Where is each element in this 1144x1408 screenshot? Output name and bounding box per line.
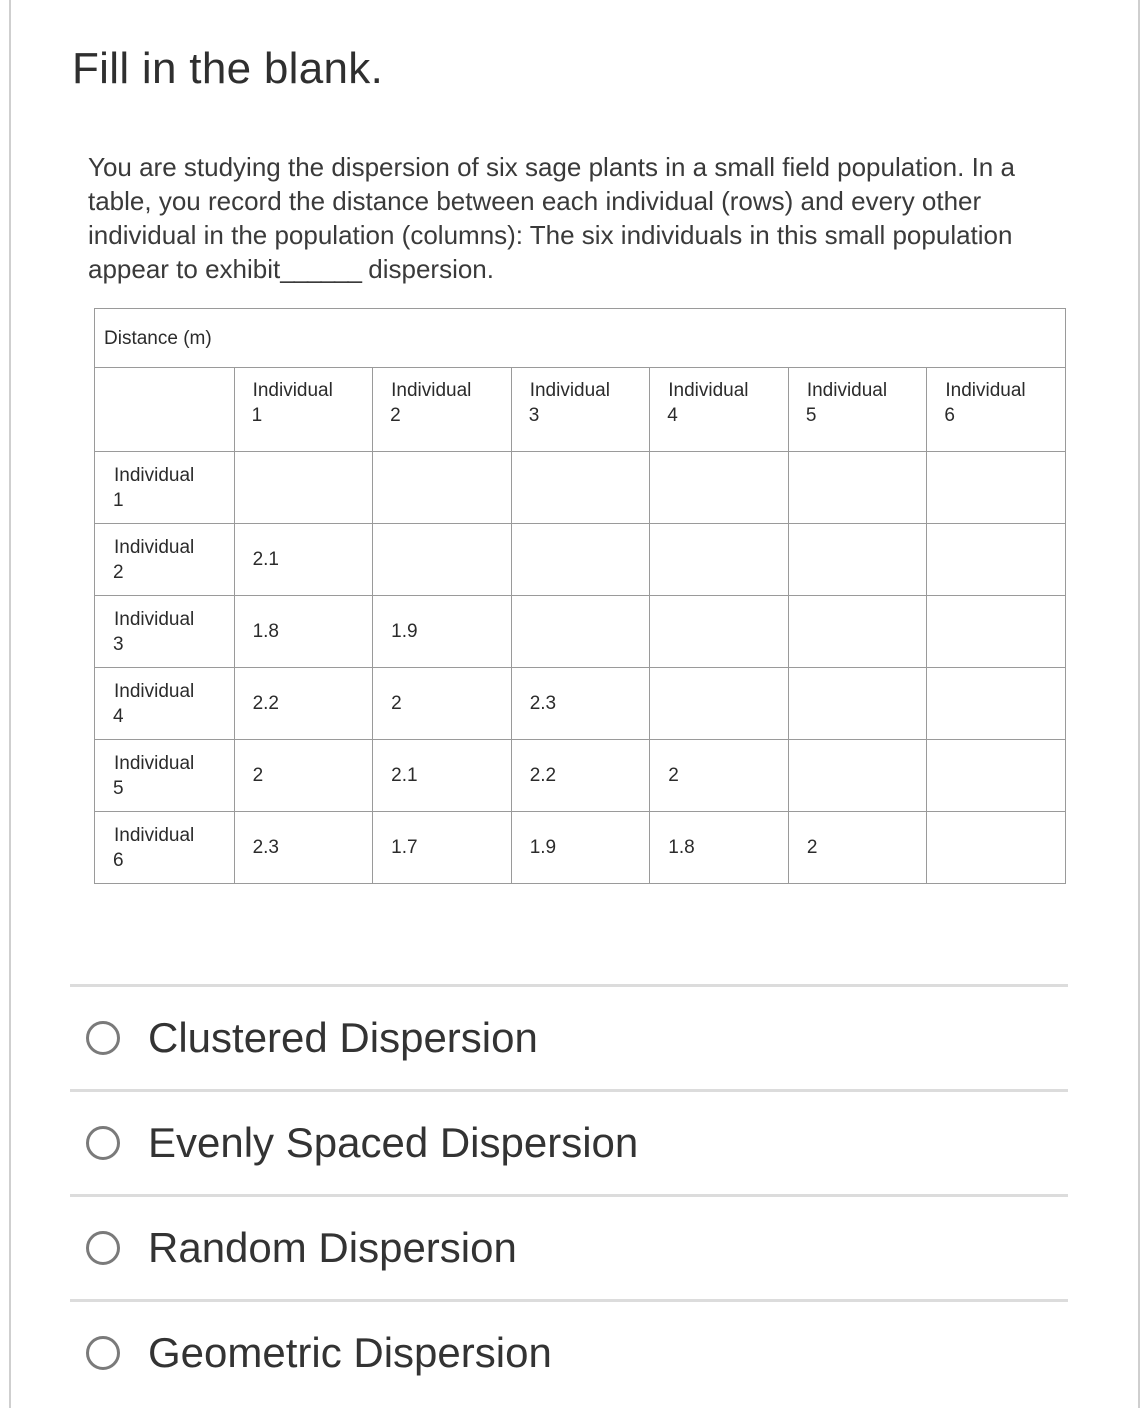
radio-button[interactable] <box>86 1231 120 1265</box>
table-cell <box>511 596 650 668</box>
answer-options <box>70 984 1068 1404</box>
radio-button[interactable] <box>86 1126 120 1160</box>
radio-button[interactable] <box>86 1021 120 1055</box>
table-cell <box>650 524 789 596</box>
column-header <box>373 368 512 452</box>
column-header-label: Individual <box>529 380 610 401</box>
table-cell <box>650 452 789 524</box>
option-label[interactable]: Geometric Dispersion <box>148 1329 552 1376</box>
answer-blank: ______ <box>280 254 362 284</box>
distance-table <box>94 308 1066 884</box>
option-label[interactable]: Random Dispersion <box>148 1224 517 1271</box>
question-tail: dispersion. <box>368 254 494 284</box>
option-evenly-spaced[interactable] <box>70 1092 1068 1194</box>
column-header-number: 3 <box>528 405 540 426</box>
row-header-label: Individual <box>114 824 195 846</box>
column-header <box>511 368 650 452</box>
row-header-label: Individual <box>114 680 195 702</box>
table-cell <box>788 452 927 524</box>
table-row <box>95 596 1066 668</box>
table-cell: 1.7 <box>373 812 512 884</box>
column-header-number: 6 <box>944 405 955 426</box>
table-cell <box>788 740 927 812</box>
column-header-number: 5 <box>805 405 817 426</box>
table-row <box>95 452 1066 524</box>
row-header <box>95 812 235 884</box>
table-cell <box>927 596 1066 668</box>
table-cell <box>650 596 789 668</box>
table-cell <box>234 452 373 524</box>
table-cell: 2 <box>650 740 789 812</box>
page-border-right <box>1138 0 1140 1408</box>
row-header-label: Individual <box>114 464 195 486</box>
table-cell <box>511 524 650 596</box>
table-cell <box>788 596 927 668</box>
corner-cell <box>95 368 235 452</box>
row-header <box>95 740 235 812</box>
page-title: Fill in the blank. <box>72 44 384 93</box>
row-header-number: 6 <box>113 849 124 871</box>
row-header-number: 4 <box>113 705 124 727</box>
row-header <box>95 452 235 524</box>
row-header-number: 3 <box>113 633 124 655</box>
table-cell <box>927 740 1066 812</box>
table-cell <box>927 668 1066 740</box>
table-cell: 1.9 <box>373 596 512 668</box>
table-cell: 1.8 <box>650 812 789 884</box>
column-header <box>234 368 373 452</box>
question-text <box>88 150 1048 286</box>
option-clustered[interactable] <box>70 987 1068 1089</box>
table-cell <box>788 668 927 740</box>
table-cell <box>927 452 1066 524</box>
row-header-label: Individual <box>114 752 195 774</box>
column-header-number: 1 <box>251 405 263 426</box>
page-border-left <box>9 0 11 1408</box>
row-header-label: Individual <box>114 608 195 630</box>
row-header <box>95 524 235 596</box>
table-row <box>95 740 1066 812</box>
radio-button[interactable] <box>86 1336 120 1370</box>
table-cell: 2 <box>373 668 512 740</box>
table-cell: 1.9 <box>511 812 650 884</box>
table-cell <box>927 524 1066 596</box>
column-header <box>650 368 789 452</box>
table-cell: 2.3 <box>234 812 373 884</box>
column-header-number: 2 <box>390 405 401 426</box>
question-body: You are studying the dispersion of six sage plants in a small field population. In a table, you record the distance between each individual (rows) and every other individual in the population (columns): The six individuals in this small population appear to exhibit <box>88 152 1015 284</box>
row-header-number: 2 <box>113 561 124 583</box>
column-header-label: Individual <box>806 380 888 401</box>
table-caption-row <box>95 309 1066 368</box>
table-caption: Distance (m) <box>95 309 1066 368</box>
table-cell: 2 <box>788 812 927 884</box>
option-label[interactable]: Clustered Dispersion <box>148 1014 538 1061</box>
option-geometric[interactable] <box>70 1302 1068 1404</box>
table-cell <box>511 452 650 524</box>
column-header <box>927 368 1066 452</box>
table-header-row <box>95 368 1066 452</box>
column-header-number: 4 <box>667 405 678 426</box>
row-header-number: 1 <box>113 489 124 511</box>
table-cell: 2.3 <box>511 668 650 740</box>
column-header <box>788 368 927 452</box>
table-cell <box>927 812 1066 884</box>
table-cell: 2.2 <box>234 668 373 740</box>
table-cell: 2.2 <box>511 740 650 812</box>
option-label[interactable]: Evenly Spaced Dispersion <box>148 1119 639 1166</box>
table-row <box>95 524 1066 596</box>
table-cell <box>373 524 512 596</box>
row-header <box>95 668 235 740</box>
table-row <box>95 668 1066 740</box>
row-header-number: 5 <box>113 777 124 799</box>
table-cell <box>373 452 512 524</box>
table-cell: 2.1 <box>373 740 512 812</box>
option-random[interactable] <box>70 1197 1068 1299</box>
table-cell: 2 <box>234 740 373 812</box>
table-cell <box>650 668 789 740</box>
table-cell <box>788 524 927 596</box>
column-header-label: Individual <box>391 380 472 401</box>
row-header-label: Individual <box>114 536 195 558</box>
table-cell: 1.8 <box>234 596 373 668</box>
column-header-label: Individual <box>252 380 333 401</box>
table-row <box>95 812 1066 884</box>
column-header-label: Individual <box>668 380 749 401</box>
table-cell: 2.1 <box>234 524 373 596</box>
column-header-label: Individual <box>945 380 1026 401</box>
row-header <box>95 596 235 668</box>
